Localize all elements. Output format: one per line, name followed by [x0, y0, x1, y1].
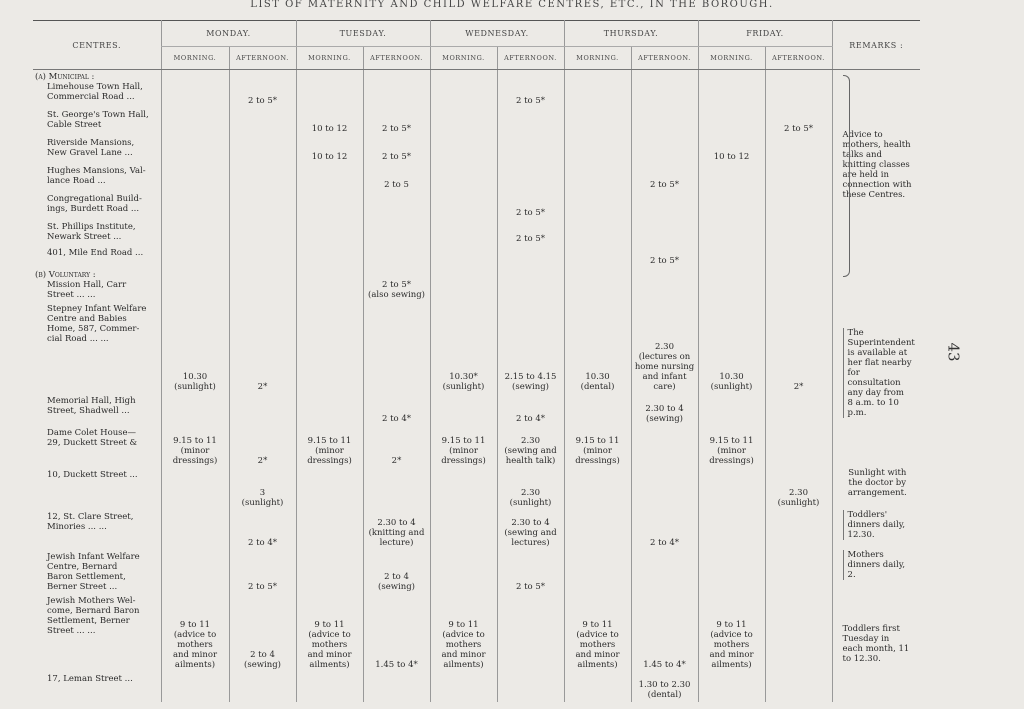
- centre-name: Mission Hall, Carr Street ... ...: [47, 279, 127, 300]
- subheader-row: [33, 47, 920, 70]
- schedule-cell-tuesday-afternoon: [363, 220, 430, 246]
- subheader-monday-afternoon: AFTERNOON.: [229, 47, 296, 70]
- centre-name: Riverside Mansions, New Gravel Lane ...: [47, 137, 135, 158]
- schedule-cell-thursday-morning: 9.15 to 11 (minor dressings): [564, 426, 631, 468]
- schedule-cell-wednesday-afternoon: [497, 672, 564, 702]
- schedule-cell-thursday-afternoon: 1.45 to 4*: [631, 594, 698, 672]
- schedule-cell-wednesday-morning: [430, 394, 497, 426]
- table-row: [33, 510, 920, 550]
- schedule-cell-thursday-morning: [564, 164, 631, 192]
- schedule-cell-friday-morning: [698, 510, 765, 550]
- schedule-cell-friday-morning: 9.15 to 11 (minor dressings): [698, 426, 765, 468]
- schedule-cell-thursday-afternoon: [631, 108, 698, 136]
- schedule-cell-wednesday-morning: [430, 220, 497, 246]
- schedule-cell-tuesday-afternoon: 2 to 5*: [363, 136, 430, 164]
- remark-mothers-dinners: Mothers dinners daily, 2.: [843, 550, 913, 580]
- remarks-cell: [832, 302, 920, 468]
- schedule-cell-wednesday-morning: [430, 550, 497, 594]
- schedule-cell-thursday-afternoon: [631, 136, 698, 164]
- centres-body: [33, 70, 920, 702]
- centre-name: Jewish Infant Welfare Centre, Bernard Baron Settlement, Berner Street ...: [47, 551, 140, 592]
- table-row: [33, 672, 920, 702]
- schedule-cell-wednesday-afternoon: 2 to 5*: [497, 550, 564, 594]
- schedule-cell-friday-morning: [698, 192, 765, 220]
- schedule-cell-wednesday-afternoon: [497, 164, 564, 192]
- schedule-cell-tuesday-afternoon: 1.45 to 4*: [363, 594, 430, 672]
- centre-name-cell: [33, 192, 161, 220]
- schedule-cell-friday-morning: [698, 70, 765, 108]
- schedule-cell-friday-afternoon: [765, 136, 832, 164]
- centre-name-cell: [33, 268, 161, 302]
- schedule-cell-wednesday-morning: [430, 136, 497, 164]
- schedule-cell-tuesday-afternoon: 2 to 4*: [363, 394, 430, 426]
- table-row: [33, 246, 920, 268]
- schedule-cell-thursday-afternoon: [631, 550, 698, 594]
- subheader-tuesday-afternoon: AFTERNOON.: [363, 47, 430, 70]
- schedule-cell-wednesday-afternoon: 2.30 (sewing and health talk): [497, 426, 564, 468]
- subheader-friday-morning: MORNING.: [698, 47, 765, 70]
- table-row: [33, 136, 920, 164]
- table-row: [33, 164, 920, 192]
- schedule-cell-thursday-afternoon: 2 to 5*: [631, 164, 698, 192]
- schedule-cell-thursday-morning: [564, 268, 631, 302]
- schedule-cell-wednesday-afternoon: 2.30 (sunlight): [497, 468, 564, 510]
- schedule-cell-monday-afternoon: 2*: [229, 426, 296, 468]
- schedule-cell-tuesday-afternoon: [363, 192, 430, 220]
- schedule-cell-friday-afternoon: [765, 594, 832, 672]
- schedule-cell-monday-morning: 10.30 (sunlight): [161, 302, 229, 394]
- schedule-cell-wednesday-morning: 9 to 11 (advice to mothers and minor ailments): [430, 594, 497, 672]
- table-row: [33, 192, 920, 220]
- subheader-wednesday-morning: MORNING.: [430, 47, 497, 70]
- schedule-cell-monday-morning: [161, 70, 229, 108]
- schedule-cell-wednesday-afternoon: [497, 246, 564, 268]
- schedule-cell-wednesday-morning: [430, 192, 497, 220]
- schedule-cell-thursday-afternoon: 2 to 4*: [631, 510, 698, 550]
- centre-name-cell: [33, 136, 161, 164]
- centre-name: Jewish Mothers Wel- come, Bernard Baron Settlement, Berner Street ... ...: [47, 595, 140, 636]
- schedule-cell-thursday-afternoon: [631, 426, 698, 468]
- schedule-cell-wednesday-afternoon: [497, 108, 564, 136]
- schedule-cell-monday-morning: [161, 164, 229, 192]
- schedule-cell-tuesday-afternoon: 2.30 to 4 (knitting and lecture): [363, 510, 430, 550]
- centre-name: Dame Colet House— 29, Duckett Street &: [47, 427, 138, 448]
- schedule-cell-monday-afternoon: 2 to 5*: [229, 550, 296, 594]
- schedule-cell-wednesday-afternoon: 2 to 5*: [497, 70, 564, 108]
- centre-name-cell: [33, 672, 161, 702]
- schedule-cell-monday-afternoon: [229, 192, 296, 220]
- day-header-friday: FRIDAY.: [698, 21, 832, 47]
- table-row: [33, 594, 920, 672]
- schedule-cell-thursday-morning: [564, 672, 631, 702]
- schedule-cell-thursday-morning: [564, 192, 631, 220]
- schedule-cell-tuesday-morning: 9.15 to 11 (minor dressings): [296, 426, 363, 468]
- centre-name: 401, Mile End Road ...: [47, 247, 144, 258]
- schedule-cell-thursday-afternoon: 2.30 to 4 (sewing): [631, 394, 698, 426]
- table-row: [33, 108, 920, 136]
- centre-name-cell: [33, 302, 161, 394]
- schedule-cell-thursday-morning: 10.30 (dental): [564, 302, 631, 394]
- schedule-cell-monday-afternoon: [229, 136, 296, 164]
- table-row: [33, 550, 920, 594]
- schedule-cell-tuesday-afternoon: 2 to 4 (sewing): [363, 550, 430, 594]
- schedule-cell-tuesday-morning: [296, 394, 363, 426]
- schedule-cell-thursday-afternoon: [631, 468, 698, 510]
- schedule-cell-wednesday-afternoon: [497, 594, 564, 672]
- schedule-cell-tuesday-morning: [296, 672, 363, 702]
- schedule-cell-monday-morning: 9.15 to 11 (minor dressings): [161, 426, 229, 468]
- centre-name-cell: [33, 220, 161, 246]
- centre-name-cell: [33, 550, 161, 594]
- municipal-bracket: [843, 75, 850, 277]
- schedule-cell-wednesday-morning: [430, 672, 497, 702]
- schedule-cell-friday-afternoon: [765, 246, 832, 268]
- schedule-cell-monday-afternoon: [229, 394, 296, 426]
- table-row: [33, 426, 920, 468]
- centre-name: 17, Leman Street ...: [47, 673, 133, 684]
- schedule-cell-wednesday-morning: [430, 70, 497, 108]
- schedule-cell-monday-morning: [161, 550, 229, 594]
- schedule-cell-friday-morning: [698, 246, 765, 268]
- schedule-cell-monday-afternoon: 2 to 5*: [229, 70, 296, 108]
- schedule-cell-thursday-morning: [564, 550, 631, 594]
- schedule-cell-friday-afternoon: 2*: [765, 302, 832, 394]
- schedule-cell-tuesday-afternoon: 2*: [363, 426, 430, 468]
- schedule-cell-thursday-morning: [564, 70, 631, 108]
- remark-sunlight: Sunlight with the doctor by arrangement.: [847, 467, 907, 498]
- day-header-wednesday: WEDNESDAY.: [430, 21, 564, 47]
- schedule-cell-friday-morning: [698, 468, 765, 510]
- centre-name-cell: [33, 164, 161, 192]
- schedule-cell-thursday-afternoon: 2 to 5*: [631, 246, 698, 268]
- schedule-cell-friday-morning: [698, 108, 765, 136]
- schedule-cell-friday-morning: [698, 220, 765, 246]
- schedule-cell-wednesday-morning: [430, 468, 497, 510]
- schedule-cell-monday-afternoon: [229, 672, 296, 702]
- centre-name: Stepney Infant Welfare Centre and Babies Home, 587, Commer- cial Road ... ...: [47, 303, 147, 344]
- schedule-cell-wednesday-afternoon: 2.15 to 4.15 (sewing): [497, 302, 564, 394]
- centre-name-cell: [33, 246, 161, 268]
- schedule-cell-wednesday-afternoon: 2.30 to 4 (sewing and lectures): [497, 510, 564, 550]
- table-row: [33, 468, 920, 510]
- schedule-cell-wednesday-afternoon: 2 to 5*: [497, 192, 564, 220]
- schedule-cell-friday-afternoon: [765, 426, 832, 468]
- schedule-cell-friday-afternoon: [765, 70, 832, 108]
- schedule-cell-tuesday-afternoon: 2 to 5: [363, 164, 430, 192]
- schedule-cell-thursday-afternoon: 2.30 (lectures on home nursing and infant care): [631, 302, 698, 394]
- schedule-cell-friday-afternoon: [765, 510, 832, 550]
- schedule-cell-thursday-morning: [564, 108, 631, 136]
- schedule-cell-thursday-afternoon: [631, 70, 698, 108]
- schedule-cell-monday-afternoon: 2 to 4 (sewing): [229, 594, 296, 672]
- table-row: [33, 268, 920, 302]
- schedule-cell-monday-afternoon: [229, 246, 296, 268]
- schedule-cell-tuesday-morning: [296, 220, 363, 246]
- schedule-cell-tuesday-afternoon: [363, 70, 430, 108]
- schedule-cell-tuesday-morning: [296, 510, 363, 550]
- table-row: [33, 394, 920, 426]
- subheader-friday-afternoon: AFTERNOON.: [765, 47, 832, 70]
- remarks-cell: [832, 550, 920, 594]
- schedule-cell-friday-morning: 10 to 12: [698, 136, 765, 164]
- centre-name-cell: [33, 108, 161, 136]
- centre-name: Memorial Hall, High Street, Shadwell ...: [47, 395, 136, 416]
- day-header-thursday: THURSDAY.: [564, 21, 698, 47]
- table-row: [33, 302, 920, 394]
- remarks-cell: [832, 510, 920, 550]
- schedule-cell-monday-morning: [161, 220, 229, 246]
- schedule-cell-friday-afternoon: [765, 220, 832, 246]
- schedule-cell-thursday-afternoon: [631, 220, 698, 246]
- centre-name: Congregational Build- ings, Burdett Road ...: [47, 193, 142, 214]
- subheader-wednesday-afternoon: AFTERNOON.: [497, 47, 564, 70]
- centre-name-cell: [33, 426, 161, 468]
- schedule-cell-tuesday-afternoon: [363, 468, 430, 510]
- schedule-cell-friday-afternoon: [765, 192, 832, 220]
- centre-name-cell: [33, 394, 161, 426]
- remark-stepney: The Superintendent is available at her flat nearby for consultation any day from 8 a.m. to 10 p.m.: [843, 328, 913, 418]
- schedule-cell-tuesday-morning: [296, 268, 363, 302]
- schedule-cell-monday-morning: [161, 108, 229, 136]
- schedule-cell-monday-morning: [161, 672, 229, 702]
- schedule-cell-monday-afternoon: 2 to 4*: [229, 510, 296, 550]
- schedule-cell-tuesday-afternoon: 2 to 5*: [363, 108, 430, 136]
- centre-name: 12, St. Clare Street, Minories ... ...: [47, 511, 134, 532]
- schedule-cell-thursday-morning: [564, 394, 631, 426]
- day-header-monday: MONDAY.: [161, 21, 296, 47]
- schedule-cell-tuesday-morning: [296, 550, 363, 594]
- schedule-cell-monday-morning: [161, 136, 229, 164]
- schedule-cell-friday-afternoon: [765, 550, 832, 594]
- section-label: (a) Municipal :: [35, 72, 95, 82]
- schedule-cell-wednesday-afternoon: [497, 268, 564, 302]
- schedule-cell-tuesday-morning: 9 to 11 (advice to mothers and minor ailments): [296, 594, 363, 672]
- schedule-cell-tuesday-morning: [296, 468, 363, 510]
- schedule-cell-wednesday-morning: [430, 268, 497, 302]
- schedule-cell-tuesday-morning: [296, 302, 363, 394]
- schedule-cell-tuesday-morning: [296, 246, 363, 268]
- page-number: 43: [944, 342, 963, 362]
- centre-name: Limehouse Town Hall, Commercial Road ...: [47, 82, 143, 102]
- schedule-cell-friday-afternoon: [765, 672, 832, 702]
- schedule-cell-tuesday-afternoon: [363, 246, 430, 268]
- schedule-cell-monday-afternoon: [229, 268, 296, 302]
- remarks-cell: [832, 594, 920, 702]
- centres-header: CENTRES.: [33, 21, 161, 70]
- schedule-cell-wednesday-morning: [430, 246, 497, 268]
- schedule-cell-monday-morning: [161, 268, 229, 302]
- centre-name-cell: [33, 594, 161, 672]
- page-title: LIST OF MATERNITY AND CHILD WELFARE CENTRES, ETC., IN THE BOROUGH.: [250, 0, 774, 10]
- schedule-cell-tuesday-morning: 10 to 12: [296, 108, 363, 136]
- table-row: [33, 70, 920, 108]
- schedule-cell-thursday-morning: [564, 510, 631, 550]
- schedule-cell-friday-afternoon: 2.30 (sunlight): [765, 468, 832, 510]
- schedule-cell-friday-morning: 10.30 (sunlight): [698, 302, 765, 394]
- schedule-cell-monday-morning: 9 to 11 (advice to mothers and minor ailments): [161, 594, 229, 672]
- table-row: [33, 220, 920, 246]
- schedule-cell-friday-afternoon: [765, 268, 832, 302]
- schedule-cell-thursday-afternoon: [631, 268, 698, 302]
- day-header-tuesday: TUESDAY.: [296, 21, 430, 47]
- section-label: (b) Voluntary :: [35, 269, 96, 280]
- schedule-cell-thursday-morning: [564, 246, 631, 268]
- schedule-cell-thursday-morning: [564, 468, 631, 510]
- schedule-cell-wednesday-morning: 10.30* (sunlight): [430, 302, 497, 394]
- schedule-cell-friday-afternoon: [765, 164, 832, 192]
- schedule-cell-monday-morning: [161, 510, 229, 550]
- schedule-cell-friday-morning: [698, 268, 765, 302]
- centre-name: 10, Duckett Street ...: [47, 469, 138, 480]
- schedule-cell-tuesday-morning: [296, 70, 363, 108]
- centre-name-cell: [33, 468, 161, 510]
- schedule-cell-monday-morning: [161, 246, 229, 268]
- schedule-cell-wednesday-afternoon: 2 to 5*: [497, 220, 564, 246]
- schedule-cell-thursday-morning: [564, 220, 631, 246]
- schedule-cell-monday-morning: [161, 394, 229, 426]
- schedule-cell-thursday-afternoon: [631, 192, 698, 220]
- schedule-cell-wednesday-afternoon: [497, 136, 564, 164]
- schedule-cell-friday-morning: [698, 550, 765, 594]
- schedule-cell-friday-afternoon: 2 to 5*: [765, 108, 832, 136]
- remark-municipal: Advice to mothers, health talks and knitting classes are held in connection with these Centres.: [842, 130, 912, 200]
- centre-name: St. Phillips Institute, Newark Street ...: [47, 221, 136, 242]
- schedule-cell-monday-afternoon: 3 (sunlight): [229, 468, 296, 510]
- schedule-cell-thursday-morning: [564, 136, 631, 164]
- remark-toddlers-first-tuesday: Toddlers first Tuesday in each month, 11 to 12.30.: [842, 623, 910, 664]
- schedule-cell-tuesday-morning: 10 to 12: [296, 136, 363, 164]
- schedule-cell-monday-morning: [161, 468, 229, 510]
- schedule-cell-friday-morning: 9 to 11 (advice to mothers and minor ailments): [698, 594, 765, 672]
- subheader-tuesday-morning: MORNING.: [296, 47, 363, 70]
- schedule-cell-monday-afternoon: [229, 108, 296, 136]
- remarks-header: REMARKS :: [832, 21, 920, 70]
- remark-toddlers-clare: Toddlers' dinners daily, 12.30.: [843, 510, 913, 540]
- schedule-cell-friday-afternoon: [765, 394, 832, 426]
- schedule-cell-thursday-morning: 9 to 11 (advice to mothers and minor ailments): [564, 594, 631, 672]
- schedule-cell-monday-afternoon: [229, 164, 296, 192]
- schedule-cell-tuesday-afternoon: [363, 672, 430, 702]
- centre-name-cell: [33, 70, 161, 108]
- schedule-cell-wednesday-morning: [430, 510, 497, 550]
- subheader-thursday-morning: MORNING.: [564, 47, 631, 70]
- schedule-cell-wednesday-afternoon: 2 to 4*: [497, 394, 564, 426]
- schedule-cell-tuesday-morning: [296, 164, 363, 192]
- subheader-thursday-afternoon: AFTERNOON.: [631, 47, 698, 70]
- schedule-cell-monday-afternoon: [229, 220, 296, 246]
- subheader-monday-morning: MORNING.: [161, 47, 229, 70]
- schedule-cell-tuesday-morning: [296, 192, 363, 220]
- remarks-cell: [832, 468, 920, 510]
- schedule-cell-wednesday-morning: [430, 108, 497, 136]
- schedule-cell-tuesday-afternoon: 2 to 5* (also sewing): [363, 268, 430, 302]
- schedule-cell-friday-morning: [698, 394, 765, 426]
- schedule-cell-friday-morning: [698, 164, 765, 192]
- schedule-cell-monday-morning: [161, 192, 229, 220]
- schedule-cell-wednesday-morning: 9.15 to 11 (minor dressings): [430, 426, 497, 468]
- schedule-cell-monday-afternoon: 2*: [229, 302, 296, 394]
- centre-name: St. George's Town Hall, Cable Street: [47, 109, 149, 130]
- schedule-cell-tuesday-afternoon: [363, 302, 430, 394]
- schedule-cell-wednesday-morning: [430, 164, 497, 192]
- schedule-cell-friday-morning: [698, 672, 765, 702]
- centre-name-cell: [33, 510, 161, 550]
- centres-table: [33, 20, 920, 702]
- centre-name: Hughes Mansions, Val- lance Road ...: [47, 165, 146, 186]
- schedule-cell-thursday-afternoon: 1.30 to 2.30 (dental): [631, 672, 698, 702]
